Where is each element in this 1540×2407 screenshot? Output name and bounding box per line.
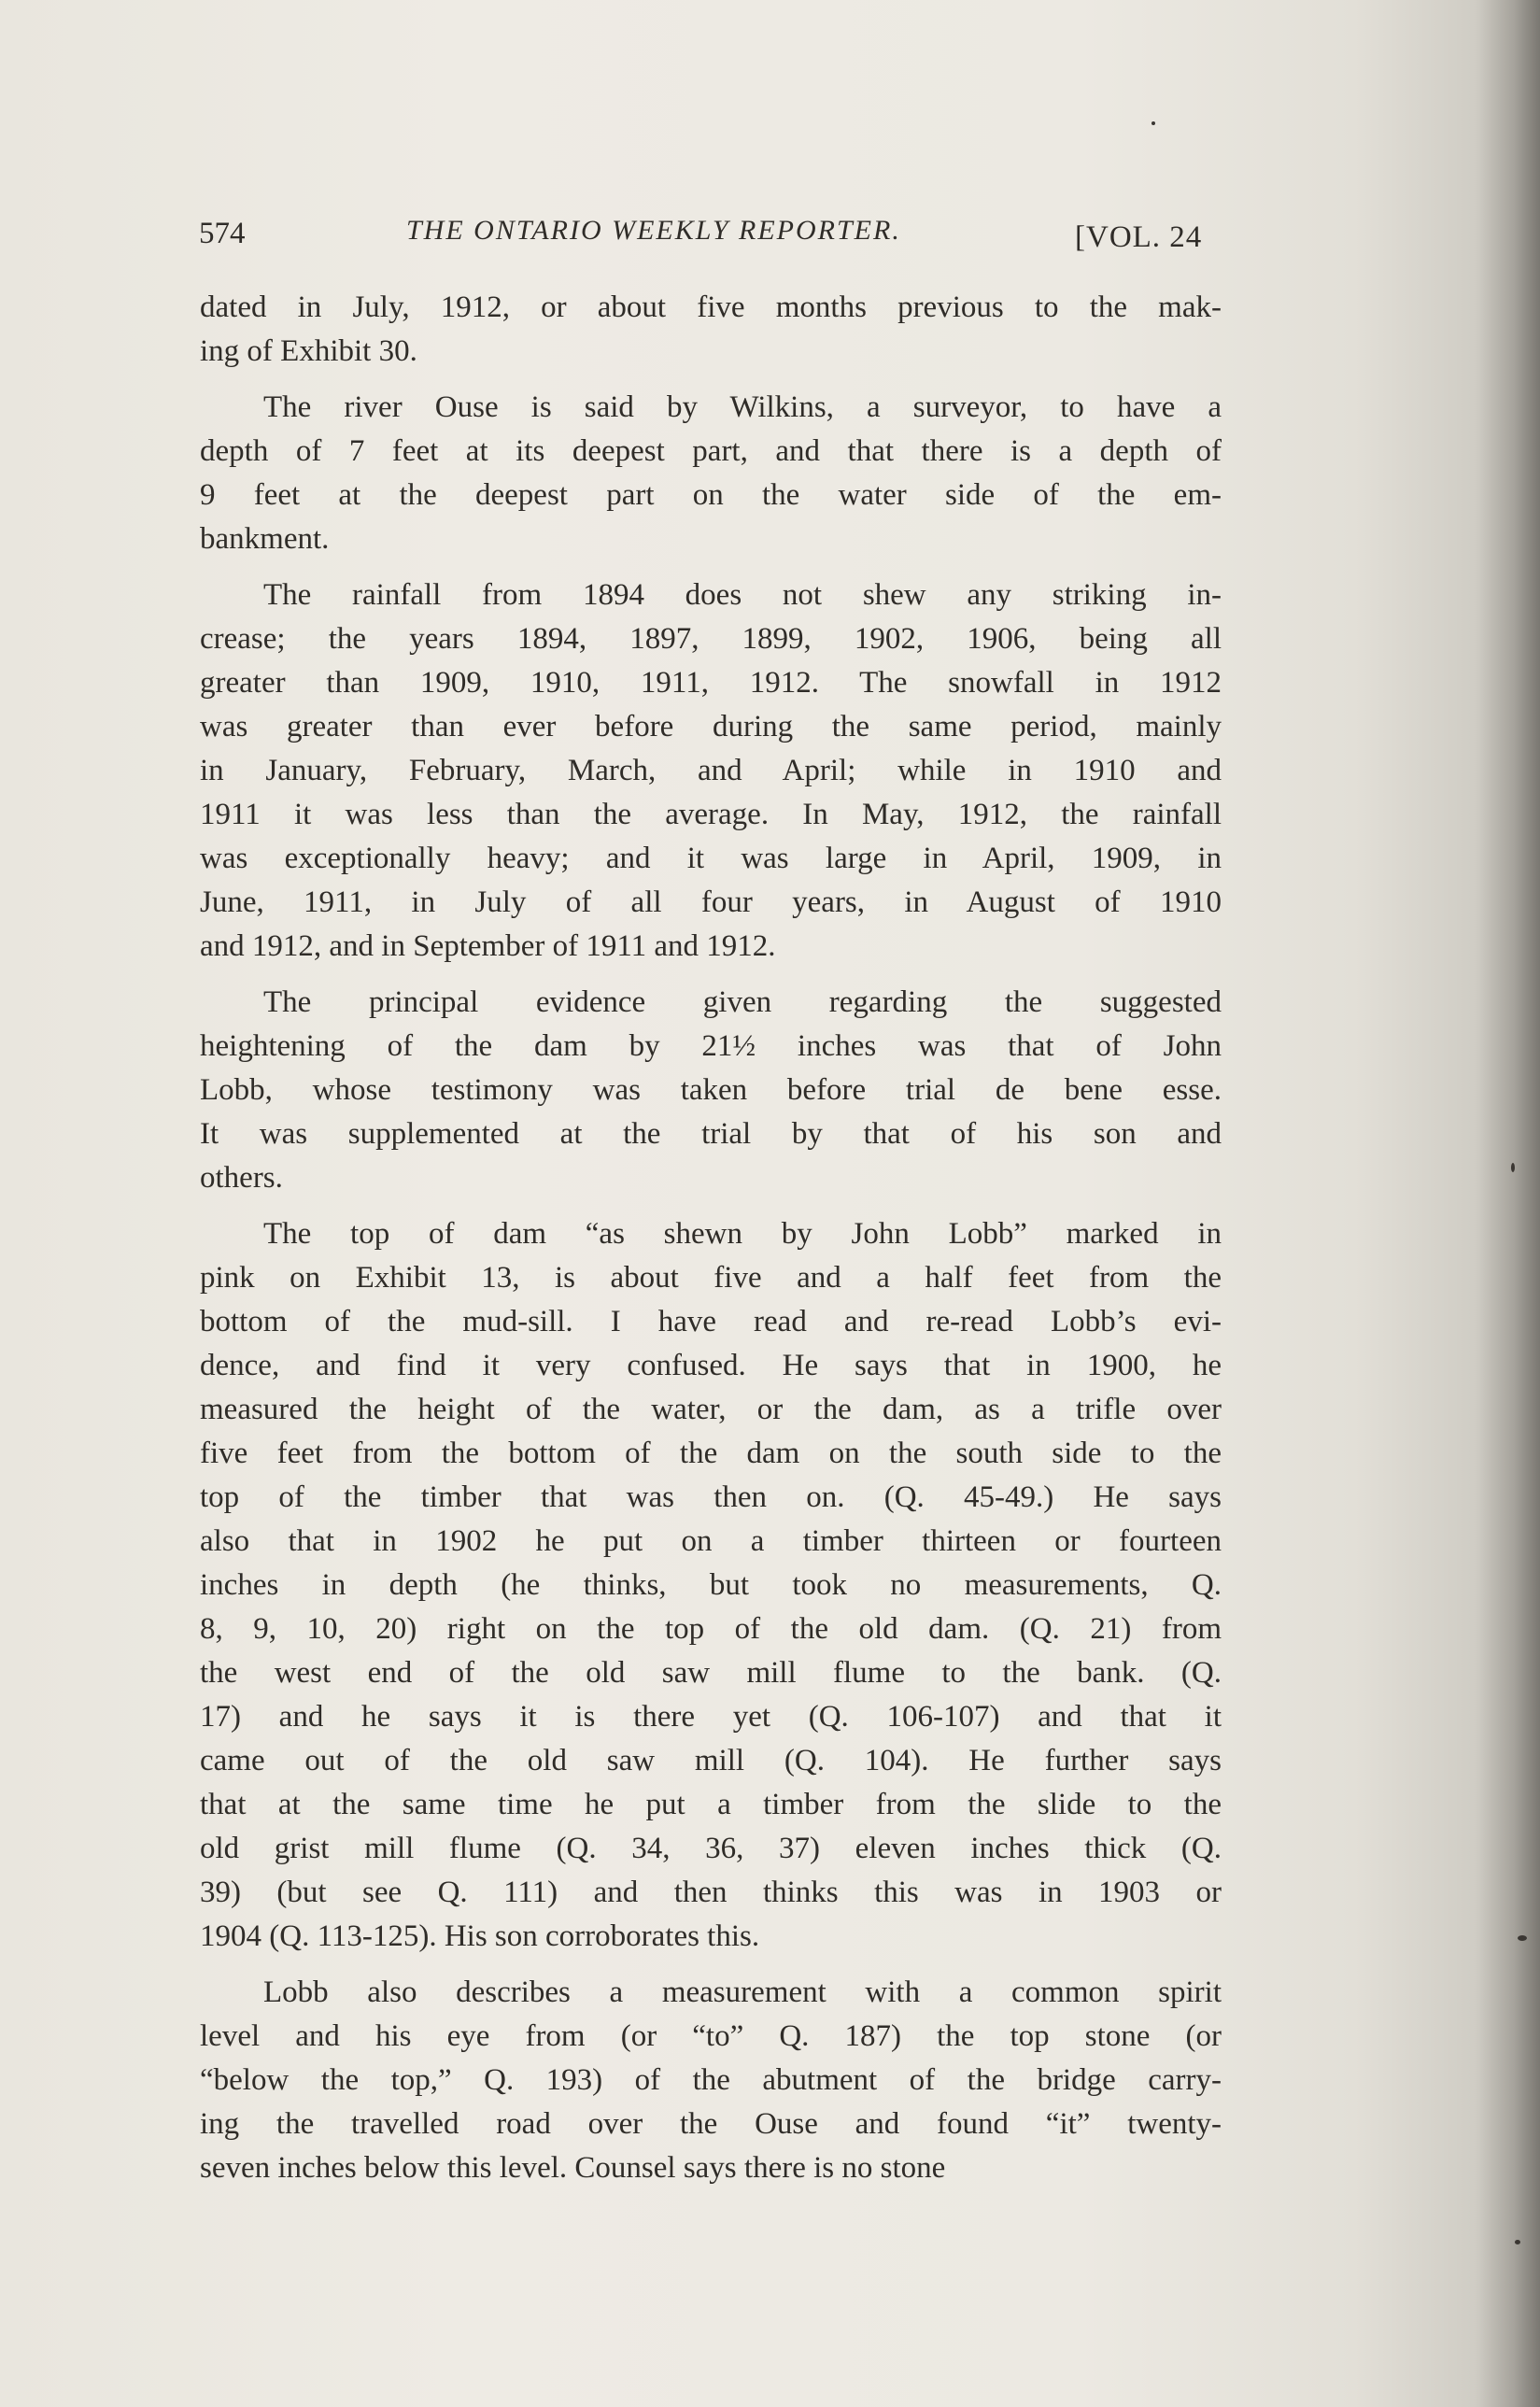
paragraph: [200, 981, 1222, 1200]
text-line: came out of the old saw mill (Q. 104). He further says: [200, 1744, 1222, 1777]
paragraph: [200, 286, 1222, 374]
text-line: greater than 1909, 1910, 1911, 1912. The snowfall in 1912: [200, 666, 1222, 700]
text-line: bankment.: [200, 522, 330, 556]
text-line: inches in depth (he thinks, but took no measurements, Q.: [200, 1568, 1222, 1602]
text-line: was greater than ever before during the same period, mainly: [200, 710, 1222, 743]
text-line: others.: [200, 1161, 283, 1195]
paragraph: [200, 1212, 1222, 1959]
text-line: old grist mill flume (Q. 34, 36, 37) eleven inches thick (Q.: [200, 1832, 1222, 1865]
text-line: top of the timber that was then on. (Q. 45-49.) He says: [200, 1480, 1222, 1514]
text-line: measured the height of the water, or the dam, as a trifle over: [200, 1393, 1222, 1426]
paragraph: [200, 1971, 1222, 2190]
text-line: pink on Exhibit 13, is about five and a half feet from the: [200, 1261, 1222, 1295]
text-line: The top of dam “as shewn by John Lobb” marked in: [263, 1217, 1222, 1251]
text-line: dated in July, 1912, or about five months previous to the mak-: [200, 290, 1222, 324]
text-line: in January, February, March, and April; while in 1910 and: [200, 754, 1222, 787]
text-line: ing the travelled road over the Ouse and found “it” twenty-: [200, 2107, 1222, 2141]
text-line: five feet from the bottom of the dam on the south side to the: [200, 1437, 1222, 1470]
text-line: crease; the years 1894, 1897, 1899, 1902, 1906, being all: [200, 622, 1222, 656]
text-line: that at the same time he put a timber from the slide to the: [200, 1788, 1222, 1821]
text-line: 9 feet at the deepest part on the water side of the em-: [200, 478, 1222, 512]
text-line: “below the top,” Q. 193) of the abutment of the bridge carry-: [200, 2063, 1222, 2097]
text-line: Lobb, whose testimony was taken before trial de bene esse.: [200, 1073, 1222, 1107]
page-edge-shadow: [1475, 0, 1540, 2407]
ink-speck: [1151, 121, 1155, 125]
text-line: the west end of the old saw mill flume to the bank. (Q.: [200, 1656, 1222, 1690]
text-line: level and his eye from (or “to” Q. 187) the top stone (or: [200, 2019, 1222, 2053]
text-line: depth of 7 feet at its deepest part, and that there is a depth of: [200, 434, 1222, 468]
text-line: and 1912, and in September of 1911 and 1912.: [200, 929, 776, 963]
body-text: [200, 286, 1222, 2202]
text-line: It was supplemented at the trial by that of his son and: [200, 1117, 1222, 1151]
text-line: dence, and find it very confused. He says that in 1900, he: [200, 1349, 1222, 1382]
text-line: The rainfall from 1894 does not shew any striking in-: [263, 578, 1222, 612]
text-line: 39) (but see Q. 111) and then thinks this was in 1903 or: [200, 1876, 1222, 1909]
ink-speck: [1511, 1163, 1515, 1172]
text-line: June, 1911, in July of all four years, in August of 1910: [200, 885, 1222, 919]
ink-speck: [1518, 1935, 1527, 1941]
text-line: The principal evidence given regarding the suggested: [263, 985, 1222, 1019]
text-line: 1911 it was less than the average. In May, 1912, the rainfall: [200, 798, 1222, 831]
volume-label: [VOL. 24: [1075, 220, 1203, 254]
text-line: 1904 (Q. 113-125). His son corroborates this.: [200, 1919, 760, 1953]
text-line: bottom of the mud-sill. I have read and re-read Lobb’s evi-: [200, 1305, 1222, 1338]
text-line: ing of Exhibit 30.: [200, 334, 417, 368]
text-line: The river Ouse is said by Wilkins, a surveyor, to have a: [263, 390, 1222, 424]
running-header: [199, 207, 1217, 263]
page-number: 574: [199, 217, 246, 250]
text-line: 17) and he says it is there yet (Q. 106-107) and that it: [200, 1700, 1222, 1734]
ink-speck: [1515, 2240, 1520, 2244]
running-title: THE ONTARIO WEEKLY REPORTER.: [406, 215, 901, 246]
text-line: Lobb also describes a measurement with a common spirit: [263, 1975, 1222, 2009]
text-line: seven inches below this level. Counsel says there is no stone: [200, 2151, 946, 2185]
text-line: was exceptionally heavy; and it was large in April, 1909, in: [200, 842, 1222, 875]
text-line: heightening of the dam by 21½ inches was that of John: [200, 1029, 1222, 1063]
paragraph: [200, 386, 1222, 561]
paragraph: [200, 573, 1222, 969]
text-line: also that in 1902 he put on a timber thirteen or fourteen: [200, 1524, 1222, 1558]
text-line: 8, 9, 10, 20) right on the top of the old dam. (Q. 21) from: [200, 1612, 1222, 1646]
